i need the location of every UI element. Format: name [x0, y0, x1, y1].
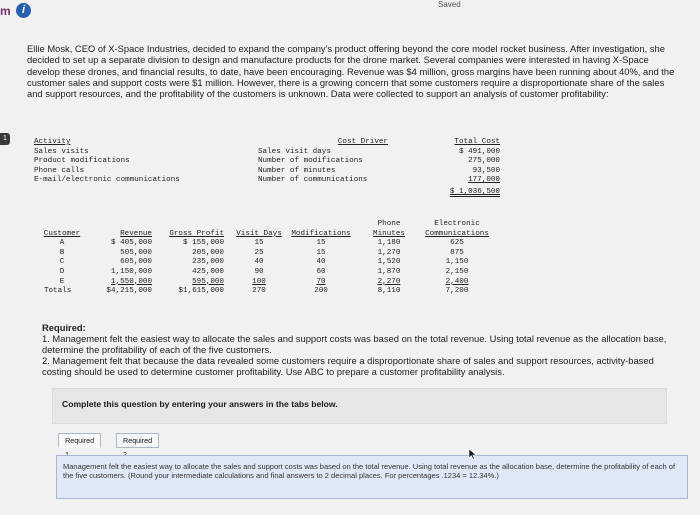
info-circle-icon[interactable]: i [16, 3, 31, 18]
customer-cell: E [59, 277, 65, 286]
modifications-header: Modifications [291, 229, 351, 238]
visit-days-cell: 15 [254, 239, 264, 248]
required-section [42, 322, 674, 377]
electronic-cell: 2,400 [445, 277, 469, 286]
required-item-1: 1. Management felt the easiest way to allocate the sales and support costs was based on the total revenue. Using total revenue as the allocation base, determine the profitability of each of the five customers. [42, 333, 667, 355]
customer-cell: A [59, 239, 65, 248]
visit-days-cell: 40 [254, 258, 264, 267]
total-cost-cell: $ 491,000 [458, 147, 500, 156]
gross-profit-cell: 235,000 [192, 258, 224, 267]
question-instructions-text: Management felt the easiest way to allocate the sales and support costs was based on the total revenue. Using total revenue as the allocation base, determine the profitability of each of the five customers. (Round your intermediate calculations and final answers to 2 decimal places. For percentages .1234 = 12.34%.) [63, 462, 676, 481]
phone-header-line1: Phone [377, 220, 401, 228]
modifications-cell: 70 [316, 277, 326, 286]
customer-cell: D [59, 267, 65, 276]
logo-fragment: m [0, 4, 11, 18]
revenue-total: $4,215,000 [106, 287, 152, 296]
modifications-total: 200 [314, 287, 328, 296]
modifications-cell: 60 [316, 267, 326, 276]
modifications-cell: 15 [316, 248, 326, 257]
gross-profit-total: $1,615,000 [178, 287, 224, 296]
cost-driver-header: Cost Driver [337, 138, 388, 146]
customer-data-table [40, 220, 500, 305]
instruction-text: Complete this question by entering your answers in the tabs below. [62, 399, 338, 409]
electronic-header-line2: Communications [425, 229, 489, 238]
gross-profit-header: Gross Profit [169, 229, 224, 238]
activity-cell: E-mail/electronic communications [34, 176, 180, 185]
total-cost-cell: 177,000 [468, 176, 500, 185]
visit-days-total: 270 [252, 287, 266, 296]
activity-cell: Product modifications [34, 157, 130, 166]
electronic-cell: 625 [450, 239, 464, 248]
question-number-badge: 1 [0, 133, 10, 145]
activity-cost-table [34, 138, 504, 204]
saved-status: Saved [438, 0, 461, 9]
cost-driver-cell: Number of modifications [258, 157, 363, 166]
phone-header-line2: Minutes [373, 229, 405, 238]
revenue-cell: 1,150,000 [110, 267, 152, 276]
total-cost-cell: 275,000 [468, 157, 500, 166]
electronic-header-line1: Electronic [434, 220, 480, 228]
electronic-total: 7,200 [445, 287, 469, 296]
revenue-cell: 505,000 [120, 248, 152, 257]
phone-cell: 1,270 [377, 248, 401, 257]
phone-cell: 1,520 [377, 258, 401, 267]
totals-label: Totals [44, 287, 72, 296]
tab-required-2[interactable]: Required [116, 433, 159, 448]
cost-driver-cell: Sales visit days [258, 147, 331, 156]
activity-header: Activity [34, 138, 71, 146]
required-heading: Required: [42, 322, 86, 333]
customer-header: Customer [43, 229, 81, 238]
phone-cell: 1,870 [377, 267, 401, 276]
visit-days-cell: 90 [254, 267, 264, 276]
activity-cell: Phone calls [34, 166, 85, 175]
phone-cell: 1,180 [377, 239, 401, 248]
revenue-cell: $ 405,000 [110, 239, 152, 248]
gross-profit-cell: 425,000 [192, 267, 224, 276]
revenue-header: Revenue [120, 229, 152, 238]
total-cost-sum: $ 1,036,500 [449, 187, 500, 196]
gross-profit-cell: 205,000 [192, 248, 224, 257]
revenue-cell: 1,550,000 [110, 277, 152, 286]
electronic-cell: 1,150 [445, 258, 469, 267]
cost-driver-cell: Number of minutes [258, 166, 336, 175]
gross-profit-cell: 595,000 [192, 277, 224, 286]
total-cost-header: Total Cost [454, 138, 500, 146]
phone-cell: 2,270 [377, 277, 401, 286]
electronic-cell: 2,150 [445, 267, 469, 276]
modifications-cell: 15 [316, 239, 326, 248]
electronic-cell: 875 [450, 248, 464, 257]
customer-cell: B [59, 248, 65, 257]
gross-profit-cell: $ 155,000 [182, 239, 224, 248]
top-bar [0, 0, 700, 22]
modifications-cell: 40 [316, 258, 326, 267]
revenue-cell: 605,000 [120, 258, 152, 267]
visit-days-header: Visit Days [236, 229, 282, 238]
phone-total: 8,110 [377, 287, 401, 296]
required-item-2: 2. Management felt that because the data revealed some customers require a disproportionate share of sales and support resources, activity-based costing should be used to determine customer profitability. Use ABC to prepare a customer profitability analysis. [42, 355, 654, 377]
total-cost-cell: 93,500 [472, 166, 500, 175]
problem-statement: Ellie Mosk, CEO of X-Space Industries, decided to expand the company's product offering beyond the core model rocket business. After investigation, she decided to set up a separate division to design and manufacture products for the drone market. Several companies were interested in having X-Space develop these drones, and financial results, to date, have been encouraging. Revenue was $4 million, gross margins have been running about 40%, and the customer sales and support costs were $1 million. However, there is a growing concern that some customers require a disproportionate share of the sales and support resources, and the profitability of the customers is unknown. Data were collected to support an analysis of customer profitability: [27, 43, 675, 100]
customer-cell: C [59, 258, 65, 267]
visit-days-cell: 100 [252, 277, 266, 286]
activity-cell: Sales visits [34, 147, 89, 156]
cost-driver-cell: Number of communications [258, 176, 368, 185]
instruction-banner [52, 388, 667, 424]
question-instructions-box [56, 455, 688, 499]
visit-days-cell: 25 [254, 248, 264, 257]
tab-required-1[interactable]: Required [58, 433, 101, 448]
mouse-cursor-icon [468, 448, 478, 460]
